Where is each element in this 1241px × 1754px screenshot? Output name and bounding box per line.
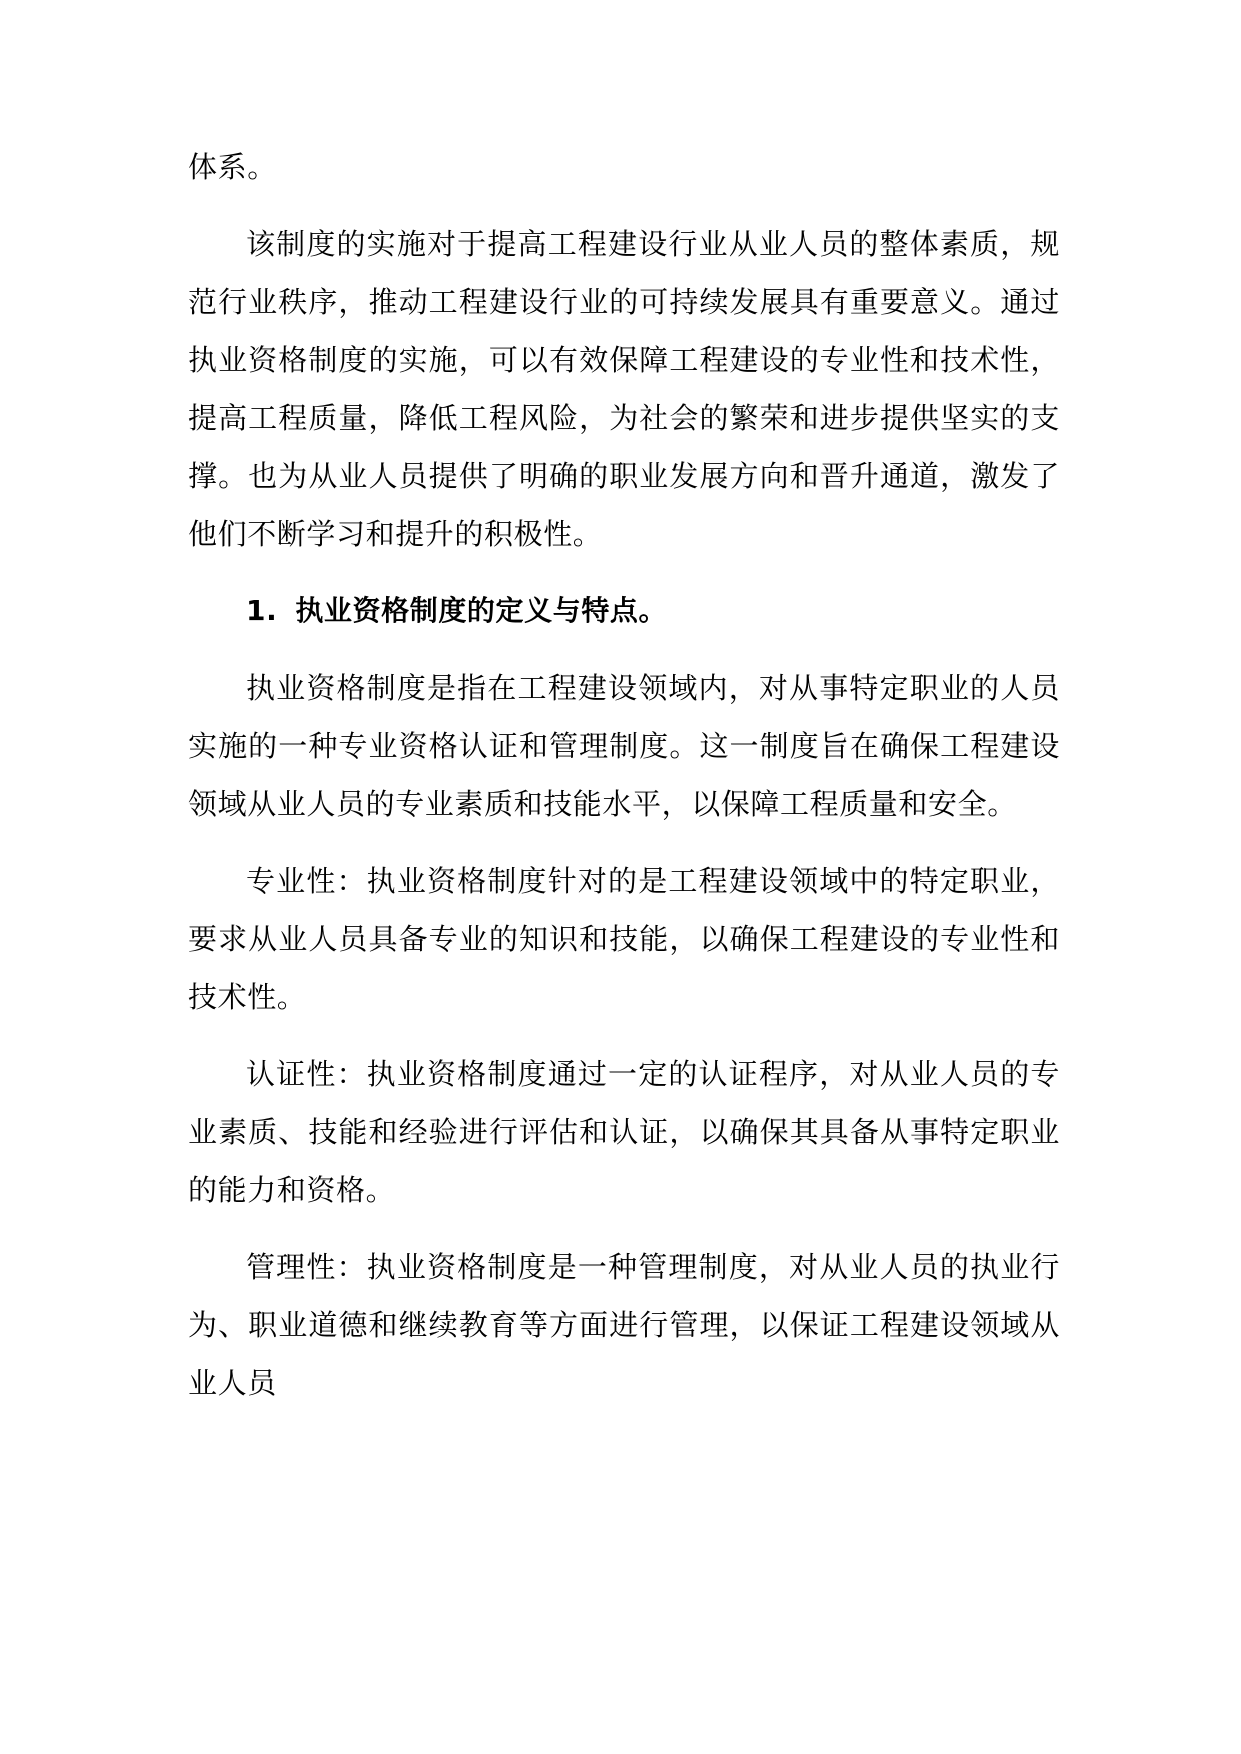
paragraph-management: 管理性：执业资格制度是一种管理制度，对从业人员的执业行为、职业道德和继续教育等方面进行管理，以保证工程建设领域从业人员 [188, 1250, 1060, 1400]
paragraph-significance: 该制度的实施对于提高工程建设行业从业人员的整体素质，规范行业秩序，推动工程建设行业的可持续发展具有重要意义。通过执业资格制度的实施，可以有效保障工程建设的专业性和技术性，提高工程质量，降低工程风险，为社会的繁荣和进步提供坚实的支撑。也为从业人员提供了明确的职业发展方向和晋升通道，激发了他们不断学习和提升的积极性。 [188, 227, 1060, 551]
paragraph-definition: 执业资格制度是指在工程建设领域内，对从事特定职业的人员实施的一种专业资格认证和管理制度。这一制度旨在确保工程建设领域从业人员的专业素质和技能水平，以保障工程质量和安全。 [188, 671, 1060, 821]
document-body [188, 138, 1060, 1431]
paragraph-certification: 认证性：执业资格制度通过一定的认证程序，对从业人员的专业素质、技能和经验进行评估和认证，以确保其具备从事特定职业的能力和资格。 [188, 1057, 1060, 1207]
paragraph-continuation: 体系。 [188, 150, 277, 184]
section-heading-number: 1. [246, 594, 278, 627]
section-heading-text: 执业资格制度的定义与特点。 [295, 594, 668, 627]
paragraph-professional: 专业性：执业资格制度针对的是工程建设领域中的特定职业，要求从业人员具备专业的知识和技能，以确保工程建设的专业性和技术性。 [188, 864, 1060, 1014]
section-heading [188, 582, 1060, 640]
